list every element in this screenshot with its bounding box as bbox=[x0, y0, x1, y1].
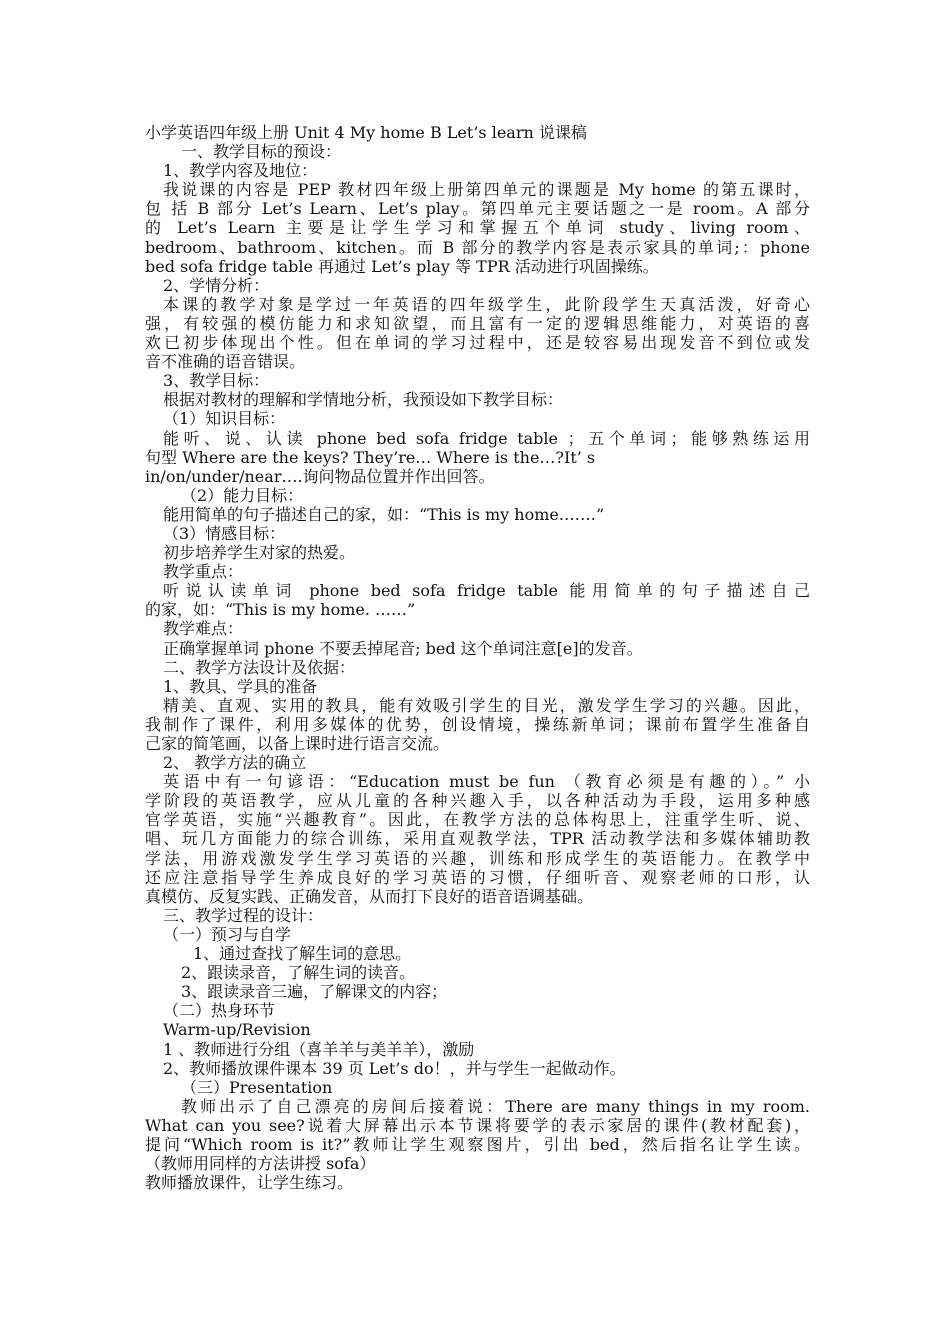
paragraph-line: 真模仿、反复实践、正确发音，从而打下良好的语音语调基础。 bbox=[145, 886, 594, 906]
paragraph-line: 精美、直观、实用的教具，能有效吸引学生的目光，激发学生学习的兴趣。因此， bbox=[163, 695, 810, 715]
paragraph-line: 音不准确的语音错误。 bbox=[145, 352, 306, 372]
paragraph-line: 句型 Where are the keys? They’re… Where is the…?It’ s bbox=[145, 447, 596, 467]
paragraph-line: 强，有较强的模仿能力和求知欲望，而且富有一定的逻辑思维能力，对英语的喜 bbox=[145, 313, 810, 333]
paragraph-line: 初步培养学生对家的热爱。 bbox=[163, 543, 356, 563]
paragraph-line: 正确掌握单词 phone 不要丢掉尾音; bed 这个单词注意[e]的发音。 bbox=[163, 638, 643, 658]
paragraph-line: 学阶段的英语教学，应从儿童的各种兴趣入手，以各种活动为手段，运用多种感 bbox=[145, 791, 810, 811]
paragraph-line: 教师出示了自己漂亮的房间后接着说：There are many things in my room. bbox=[181, 1096, 810, 1116]
paragraph-line: 2、学情分析： bbox=[163, 275, 270, 295]
paragraph-line: 本课的教学对象是学过一年英语的四年级学生，此阶段学生天真活泼，好奇心 bbox=[163, 294, 810, 314]
paragraph-line: 1、教学内容及地位： bbox=[163, 161, 318, 181]
paragraph-line: 1、通过查找了解生词的意思。 bbox=[193, 944, 412, 964]
paragraph-line: 能听、说、认读 phone bed sofa fridge table ；五个单词；能够熟练运用 bbox=[163, 428, 810, 448]
paragraph-line: 2、跟读录音，了解生词的读音。 bbox=[181, 963, 416, 983]
paragraph-line: 二、教学方法设计及依据： bbox=[163, 657, 356, 677]
paragraph-line: （3）情感目标： bbox=[163, 523, 286, 543]
paragraph-line: 还应注意指导学生养成良好的学习英语的习惯，仔细听音、观察老师的口形，认 bbox=[145, 867, 810, 887]
paragraph-line: 1、教具、学具的准备 bbox=[163, 676, 318, 696]
paragraph-line: 包 括 B 部分 Let’s Learn、Let’s play。第四单元主要话题之一是 room。A 部分 bbox=[145, 199, 810, 219]
paragraph-line: 2、教师播放课件课本 39 页 Let’s do！，并与学生一起做动作。 bbox=[163, 1058, 626, 1078]
paragraph-line: 提问“Which room is it?”教师让学生观察图片，引出 bed，然后指名让学生读。 bbox=[145, 1134, 810, 1154]
paragraph-line: 欢已初步体现出个性。但在单词的学习过程中，还是较容易出现发音不到位或发 bbox=[145, 333, 810, 353]
paragraph-line: （一）预习与自学 bbox=[163, 924, 292, 944]
paragraph-line: 教学难点： bbox=[163, 619, 244, 639]
paragraph-line: 的家，如：“This is my home. ……” bbox=[145, 600, 416, 620]
paragraph-line: Warm-up/Revision bbox=[163, 1020, 311, 1040]
paragraph-line: 官学英语，实施“兴趣教育”。因此，在教学方法的总体构思上，注重学生听、说、 bbox=[145, 810, 810, 830]
paragraph-line: 三、教学过程的设计： bbox=[163, 905, 324, 925]
paragraph-line: （1）知识目标： bbox=[163, 409, 286, 429]
paragraph-line: 我制作了课件，利用多媒体的优势，创设情境，操练新单词；课前布置学生准备自 bbox=[145, 714, 810, 734]
paragraph-line: in/on/under/near….询问物品位置并作出回答。 bbox=[145, 466, 495, 486]
paragraph-line: （2）能力目标： bbox=[181, 485, 304, 505]
paragraph-line: What can you see?说着大屏幕出示本节课将要学的表示家居的课件(教材配套)， bbox=[145, 1115, 810, 1135]
paragraph-line: bedroom、bathroom、kitchen。而 B 部分的教学内容是表示家具的单词;：phone bbox=[145, 237, 810, 257]
paragraph-line: 一、教学目标的预设： bbox=[181, 142, 342, 162]
paragraph-line: bed sofa fridge table 再通过 Let’s play 等 TPR 活动进行巩固操练。 bbox=[145, 256, 659, 276]
paragraph-line: 教学重点： bbox=[163, 562, 244, 582]
paragraph-line: 1 、教师进行分组（喜羊羊与美羊羊），激励 bbox=[163, 1039, 475, 1059]
paragraph-line: 唱、玩几方面能力的综合训练，采用直观教学法，TPR 活动教学法和多媒体辅助教 bbox=[145, 829, 810, 849]
paragraph-line: 我说课的内容是 PEP 教材四年级上册第四单元的课题是 My home 的第五课时， bbox=[163, 180, 810, 200]
paragraph-line: （三）Presentation bbox=[181, 1077, 333, 1097]
paragraph-line: 根据对教材的理解和学情地分析，我预设如下教学目标： bbox=[163, 390, 564, 410]
paragraph-line: 教师播放课件，让学生练习。 bbox=[145, 1173, 354, 1193]
paragraph-line: 能用简单的句子描述自己的家，如：“This is my home.……” bbox=[163, 504, 605, 524]
document-body bbox=[145, 142, 810, 1192]
paragraph-line: （二）热身环节 bbox=[163, 1001, 276, 1021]
paragraph-line: 己家的简笔画，以备上课时进行语言交流。 bbox=[145, 734, 450, 753]
paragraph-line: 3、教学目标： bbox=[163, 371, 270, 391]
paragraph-line: 的 Let’s Learn 主要是让学生学习和掌握五个单词 study、living room、 bbox=[145, 218, 810, 238]
paragraph-line: （教师用同样的方法讲授 sofa） bbox=[145, 1154, 376, 1174]
paragraph-line: 2、 教学方法的确立 bbox=[163, 753, 307, 773]
paragraph-line: 学法，用游戏激发学生学习英语的兴趣，训练和形成学生的英语能力。在教学中 bbox=[145, 848, 810, 868]
paragraph-line: 3、跟读录音三遍，了解课文的内容； bbox=[181, 982, 448, 1002]
paragraph-line: 听说认读单词 phone bed sofa fridge table 能用简单的句子描述自己 bbox=[163, 581, 810, 601]
document-page bbox=[145, 123, 810, 1192]
paragraph-line: 英语中有一句谚语：“Education must be fun （教育必须是有趣的）。” 小 bbox=[163, 772, 810, 792]
document-title: 小学英语四年级上册 Unit 4 My home B Let’s learn 说课稿 bbox=[145, 123, 587, 142]
